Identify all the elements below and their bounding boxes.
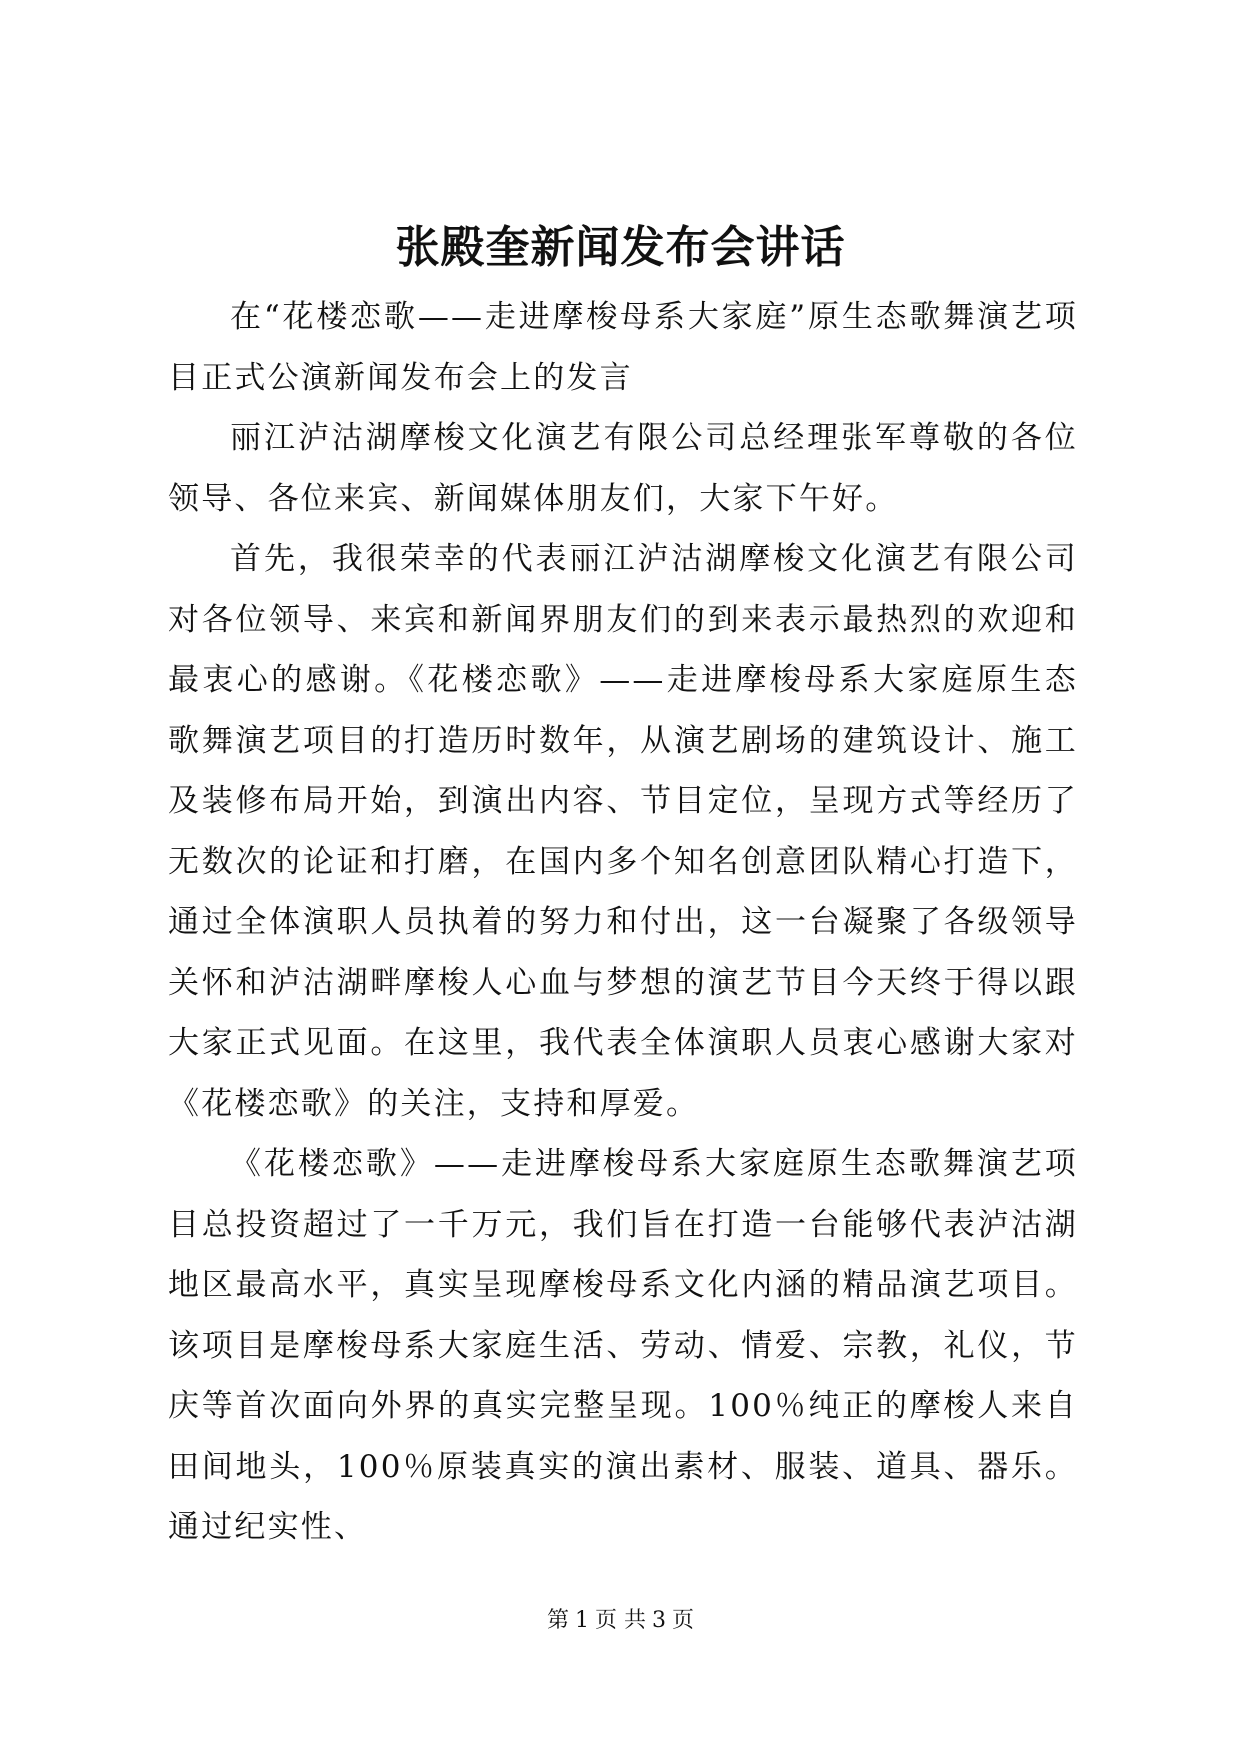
paragraph-1: 在“花楼恋歌——走进摩梭母系大家庭”原生态歌舞演艺项目正式公演新闻发布会上的发言 [168, 299, 1078, 396]
page-current: 1 [575, 1608, 589, 1633]
page-mid: 页 共 [595, 1608, 646, 1633]
paragraph-4: 《花楼恋歌》——走进摩梭母系大家庭原生态歌舞演艺项目总投资超过了一千万元，我们旨在打造一台能够代表泸沽湖地区最高水平，真实呈现摩梭母系文化内涵的精品演艺项目。该项目是摩梭母系大家庭生活、劳动、情爱、宗教，礼仪，节庆等首次面向外界的真实完整呈现。100％纯正的摩梭人来自田间地头，100％原装真实的演出素材、服装、道具、器乐。通过纪实性、 [168, 1146, 1078, 1545]
document-body [168, 287, 1078, 1558]
page-suffix: 页 [672, 1608, 695, 1633]
page-prefix: 第 [546, 1608, 569, 1633]
paragraph-2: 丽江泸沽湖摩梭文化演艺有限公司总经理张军尊敬的各位领导、各位来宾、新闻媒体朋友们，大家下午好。 [168, 420, 1078, 517]
page-total: 3 [652, 1608, 666, 1633]
paragraph-3: 首先，我很荣幸的代表丽江泸沽湖摩梭文化演艺有限公司对各位领导、来宾和新闻界朋友们的到来表示最热烈的欢迎和最衷心的感谢。《花楼恋歌》——走进摩梭母系大家庭原生态歌舞演艺项目的打造历时数年，从演艺剧场的建筑设计、施工及装修布局开始，到演出内容、节目定位，呈现方式等经历了无数次的论证和打磨，在国内多个知名创意团队精心打造下，通过全体演职人员执着的努力和付出，这一台凝聚了各级领导关怀和泸沽湖畔摩梭人心血与梦想的演艺节目今天终于得以跟大家正式见面。在这里，我代表全体演职人员衷心感谢大家对《花楼恋歌》的关注，支持和厚爱。 [168, 541, 1078, 1122]
page-footer [0, 1606, 1241, 1636]
document-title: 张殿奎新闻发布会讲话 [395, 222, 846, 273]
